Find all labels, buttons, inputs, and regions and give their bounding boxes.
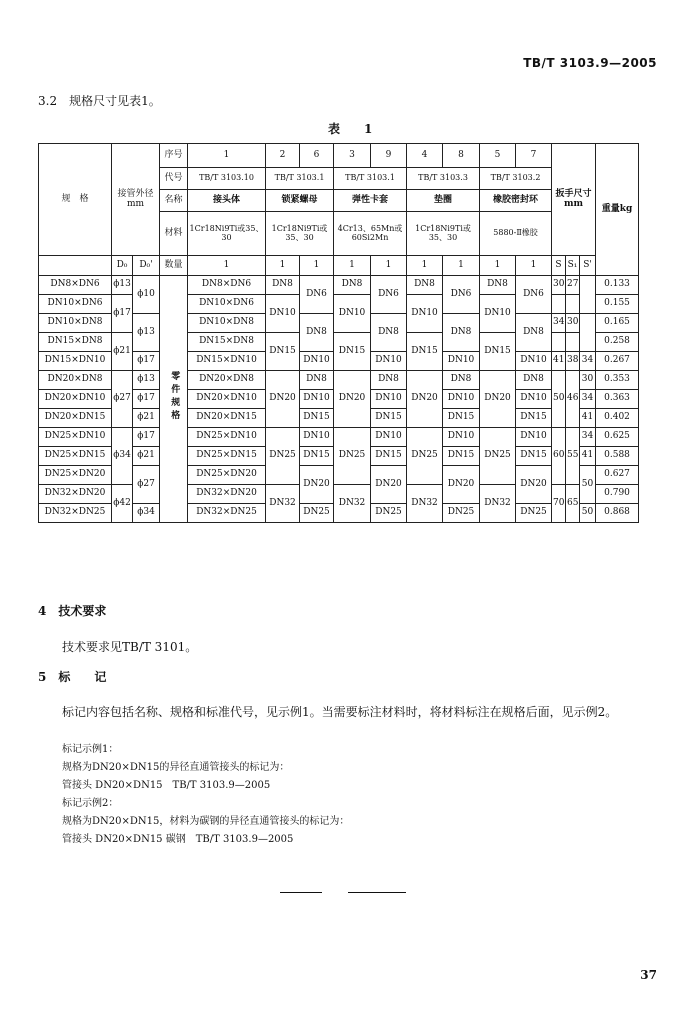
washer-b-cell: DN10 [443, 390, 480, 409]
part5-name: 橡胶密封环 [480, 190, 552, 212]
spec-cell: DN32×DN25 [39, 504, 112, 523]
label-D0p: D₀' [133, 256, 160, 276]
seal-b-cell: DN15 [516, 409, 552, 428]
washer-a-cell: DN8 [407, 276, 443, 295]
zero-part-label: 零件规格 [160, 276, 188, 523]
washer-b-cell: DN10 [443, 352, 480, 371]
sleeve-b-cell: DN10 [371, 428, 407, 447]
d0-cell: ϕ42 [112, 485, 133, 523]
col-guige: 规 格 [39, 144, 112, 256]
seal-b-cell: DN8 [516, 371, 552, 390]
d0p-cell: ϕ17 [133, 428, 160, 447]
washer-b-cell: DN8 [443, 371, 480, 390]
part1-seq: 1 [188, 144, 266, 168]
weight-cell: 0.165 [596, 314, 639, 333]
d0p-cell: ϕ21 [133, 447, 160, 466]
d0-cell: ϕ17 [112, 295, 133, 333]
washer-b-cell: DN25 [443, 504, 480, 523]
s2-cell: 41 [580, 447, 596, 466]
section-4-text: 技术要求见TB/T 3101。 [62, 640, 198, 654]
sleeve-b-cell: DN6 [371, 276, 407, 314]
col-banshou: 扳手尺寸mm [552, 144, 596, 256]
s1-cell: 55 [566, 428, 580, 485]
col-jieguan: 接管外径mm [112, 144, 160, 256]
part4-name: 垫圈 [407, 190, 480, 212]
s2-cell: 30 [580, 371, 596, 390]
label-S2: S' [580, 256, 596, 276]
spec-cell: DN20×DN8 [39, 371, 112, 390]
spec-cell: DN32×DN20 [39, 485, 112, 504]
sleeve-a-cell: DN25 [334, 428, 371, 485]
label-xuhao: 序号 [160, 144, 188, 168]
part1-spec-cell: DN15×DN10 [188, 352, 266, 371]
seal-a-cell: DN20 [480, 371, 516, 428]
label-shuliang: 数量 [160, 256, 188, 276]
washer-a-cell: DN10 [407, 295, 443, 333]
part4-seq-a: 4 [407, 144, 443, 168]
part1-spec-cell: DN32×DN20 [188, 485, 266, 504]
part1-spec-cell: DN15×DN8 [188, 333, 266, 352]
section-4-title: 4 技术要求 [38, 604, 107, 618]
part3-name: 弹性卡套 [334, 190, 407, 212]
seal-b-cell: DN6 [516, 276, 552, 314]
table-row [39, 276, 639, 295]
part5-seq-a: 5 [480, 144, 516, 168]
part5-material: 5880-Ⅱ橡胶 [480, 212, 552, 256]
sleeve-b-cell: DN8 [371, 314, 407, 352]
col-zhongliang: 重量kg [596, 144, 639, 276]
part4-qty-a: 1 [407, 256, 443, 276]
end-rule-right [348, 892, 406, 893]
s2-cell: 50 [580, 504, 596, 523]
d0-cell: ϕ13 [112, 276, 133, 295]
washer-b-cell: DN6 [443, 276, 480, 314]
example-1-desc: 规格为DN20×DN15的异径直通管接头的标记为： [62, 762, 290, 773]
seal-a-cell: DN10 [480, 295, 516, 333]
d0-cell: ϕ34 [112, 428, 133, 485]
d0p-cell: ϕ17 [133, 352, 160, 371]
label-S1: S₁ [566, 256, 580, 276]
seal-b-cell: DN8 [516, 314, 552, 352]
s-cell: 70 [552, 485, 566, 523]
nut-b-cell: DN8 [300, 371, 334, 390]
d0p-cell: ϕ27 [133, 466, 160, 504]
s1-cell: 38 [566, 352, 580, 371]
part1-spec-cell: DN25×DN20 [188, 466, 266, 485]
d0p-cell: ϕ34 [133, 504, 160, 523]
part1-code: TB/T 3103.10 [188, 168, 266, 190]
table-row [39, 428, 639, 447]
nut-b-cell: DN25 [300, 504, 334, 523]
label-D0: D₀ [112, 256, 133, 276]
washer-a-cell: DN32 [407, 485, 443, 523]
spec-table [38, 143, 639, 523]
seal-b-cell: DN20 [516, 466, 552, 504]
seal-b-cell: DN10 [516, 390, 552, 409]
part4-seq-b: 8 [443, 144, 480, 168]
part3-seq-b: 9 [371, 144, 407, 168]
d0p-cell: ϕ13 [133, 314, 160, 352]
part2-seq-a: 2 [266, 144, 300, 168]
d0-cell: ϕ27 [112, 371, 133, 428]
seal-b-cell: DN10 [516, 428, 552, 447]
nut-a-cell: DN32 [266, 485, 300, 523]
part1-spec-cell: DN20×DN10 [188, 390, 266, 409]
nut-a-cell: DN10 [266, 295, 300, 333]
sleeve-b-cell: DN8 [371, 371, 407, 390]
s-cell: 60 [552, 428, 566, 485]
d0p-cell: ϕ10 [133, 276, 160, 314]
part1-spec-cell: DN20×DN15 [188, 409, 266, 428]
spec-cell: DN15×DN10 [39, 352, 112, 371]
part1-spec-cell: DN32×DN25 [188, 504, 266, 523]
part3-seq-a: 3 [334, 144, 371, 168]
seal-b-cell: DN25 [516, 504, 552, 523]
label-S: S [552, 256, 566, 276]
part5-qty-a: 1 [480, 256, 516, 276]
weight-cell: 0.790 [596, 485, 639, 504]
d0p-cell: ϕ13 [133, 371, 160, 390]
seal-a-cell: DN32 [480, 485, 516, 523]
part4-code: TB/T 3103.3 [407, 168, 480, 190]
table-caption: 表 1 [328, 122, 379, 136]
table-row [39, 371, 639, 390]
weight-cell: 0.588 [596, 447, 639, 466]
d0p-cell: ϕ17 [133, 390, 160, 409]
s2-cell: 50 [580, 466, 596, 504]
s-cell: 34 [552, 314, 566, 333]
label-cailiao: 材料 [160, 212, 188, 256]
part5-seq-b: 7 [516, 144, 552, 168]
nut-a-cell: DN25 [266, 428, 300, 485]
washer-a-cell: DN15 [407, 333, 443, 371]
part1-name: 接头体 [188, 190, 266, 212]
washer-b-cell: DN8 [443, 314, 480, 352]
weight-cell: 0.868 [596, 504, 639, 523]
sleeve-a-cell: DN20 [334, 371, 371, 428]
s-cell: 50 [552, 371, 566, 428]
nut-b-cell: DN15 [300, 447, 334, 466]
nut-b-cell: DN15 [300, 409, 334, 428]
nut-b-cell: DN10 [300, 428, 334, 447]
washer-b-cell: DN20 [443, 466, 480, 504]
example-2-mark: 管接头 DN20×DN15 碳钢 TB/T 3103.9—2005 [62, 834, 294, 845]
part5-code: TB/T 3103.2 [480, 168, 552, 190]
section-5-text: 标记内容包括名称、规格和标准代号，见示例1。当需要标注材料时，将材料标注在规格后面，见示例2。 [62, 705, 618, 719]
part4-qty-b: 1 [443, 256, 480, 276]
s2-cell: 41 [580, 409, 596, 428]
standard-code-header: TB/T 3103.9—2005 [523, 56, 657, 70]
weight-cell: 0.267 [596, 352, 639, 371]
section-3-2: 3.2 规格尺寸见表1。 [38, 94, 161, 108]
weight-cell: 0.133 [596, 276, 639, 295]
s-cell: 30 [552, 276, 566, 295]
part5-qty-b: 1 [516, 256, 552, 276]
part1-qty: 1 [188, 256, 266, 276]
part1-spec-cell: DN10×DN8 [188, 314, 266, 333]
s1-cell: 27 [566, 276, 580, 295]
spec-cell: DN25×DN10 [39, 428, 112, 447]
nut-b-cell: DN6 [300, 276, 334, 314]
nut-b-cell: DN10 [300, 352, 334, 371]
part3-material: 4Cr13、65Mn或60Si2Mn [334, 212, 407, 256]
part1-spec-cell: DN10×DN6 [188, 295, 266, 314]
part1-spec-cell: DN25×DN15 [188, 447, 266, 466]
spec-cell: DN20×DN10 [39, 390, 112, 409]
seal-a-cell: DN15 [480, 333, 516, 371]
weight-cell: 0.402 [596, 409, 639, 428]
washer-b-cell: DN10 [443, 428, 480, 447]
section-5-title: 5 标 记 [38, 670, 107, 684]
page-number: 37 [640, 968, 657, 982]
washer-a-cell: DN20 [407, 371, 443, 428]
part2-material: 1Cr18Ni9Ti或35、30 [266, 212, 334, 256]
part3-qty-b: 1 [371, 256, 407, 276]
sleeve-b-cell: DN20 [371, 466, 407, 504]
d0-cell: ϕ21 [112, 333, 133, 371]
part2-name: 锁紧螺母 [266, 190, 334, 212]
seal-b-cell: DN10 [516, 352, 552, 371]
sleeve-a-cell: DN32 [334, 485, 371, 523]
washer-a-cell: DN25 [407, 428, 443, 485]
part1-material: 1Cr18Ni9Ti或35、30 [188, 212, 266, 256]
spec-cell: DN15×DN8 [39, 333, 112, 352]
spec-cell: DN10×DN6 [39, 295, 112, 314]
seal-a-cell: DN25 [480, 428, 516, 485]
s2-cell: 34 [580, 428, 596, 447]
s1-cell: 30 [566, 314, 580, 333]
weight-cell: 0.625 [596, 428, 639, 447]
s1-cell: 46 [566, 371, 580, 428]
s2-cell: 34 [580, 352, 596, 371]
label-mingcheng: 名称 [160, 190, 188, 212]
seal-b-cell: DN15 [516, 447, 552, 466]
part2-qty-b: 1 [300, 256, 334, 276]
washer-b-cell: DN15 [443, 447, 480, 466]
sleeve-b-cell: DN15 [371, 409, 407, 428]
sleeve-a-cell: DN8 [334, 276, 371, 295]
weight-cell: 0.627 [596, 466, 639, 485]
sleeve-a-cell: DN10 [334, 295, 371, 333]
weight-cell: 0.363 [596, 390, 639, 409]
part1-spec-cell: DN25×DN10 [188, 428, 266, 447]
washer-b-cell: DN15 [443, 409, 480, 428]
sleeve-b-cell: DN15 [371, 447, 407, 466]
example-1-title: 标记示例1： [62, 744, 119, 755]
d0p-cell: ϕ21 [133, 409, 160, 428]
weight-cell: 0.258 [596, 333, 639, 352]
s-cell: 41 [552, 352, 566, 371]
part2-seq-b: 6 [300, 144, 334, 168]
end-rule-left [280, 892, 322, 893]
sleeve-a-cell: DN15 [334, 333, 371, 371]
example-1-mark: 管接头 DN20×DN15 TB/T 3103.9—2005 [62, 780, 271, 791]
s1-cell: 65 [566, 485, 580, 523]
part3-qty-a: 1 [334, 256, 371, 276]
sleeve-b-cell: DN10 [371, 352, 407, 371]
part2-code: TB/T 3103.1 [266, 168, 334, 190]
nut-a-cell: DN20 [266, 371, 300, 428]
nut-a-cell: DN15 [266, 333, 300, 371]
part4-material: 1Cr18Ni9Ti或35、30 [407, 212, 480, 256]
nut-b-cell: DN8 [300, 314, 334, 352]
example-2-desc: 规格为DN20×DN15，材料为碳钢的异径直通管接头的标记为： [62, 816, 350, 827]
nut-b-cell: DN20 [300, 466, 334, 504]
label-daihao: 代号 [160, 168, 188, 190]
nut-a-cell: DN8 [266, 276, 300, 295]
sleeve-b-cell: DN10 [371, 390, 407, 409]
weight-cell: 0.155 [596, 295, 639, 314]
spec-cell: DN8×DN6 [39, 276, 112, 295]
sleeve-b-cell: DN25 [371, 504, 407, 523]
part3-code: TB/T 3103.1 [334, 168, 407, 190]
spec-cell: DN25×DN15 [39, 447, 112, 466]
s2-cell: 34 [580, 390, 596, 409]
example-2-title: 标记示例2： [62, 798, 119, 809]
part1-spec-cell: DN20×DN8 [188, 371, 266, 390]
seal-a-cell: DN8 [480, 276, 516, 295]
nut-b-cell: DN10 [300, 390, 334, 409]
part1-spec-cell: DN8×DN6 [188, 276, 266, 295]
spec-cell: DN10×DN8 [39, 314, 112, 333]
part2-qty-a: 1 [266, 256, 300, 276]
spec-cell: DN20×DN15 [39, 409, 112, 428]
spec-cell: DN25×DN20 [39, 466, 112, 485]
weight-cell: 0.353 [596, 371, 639, 390]
